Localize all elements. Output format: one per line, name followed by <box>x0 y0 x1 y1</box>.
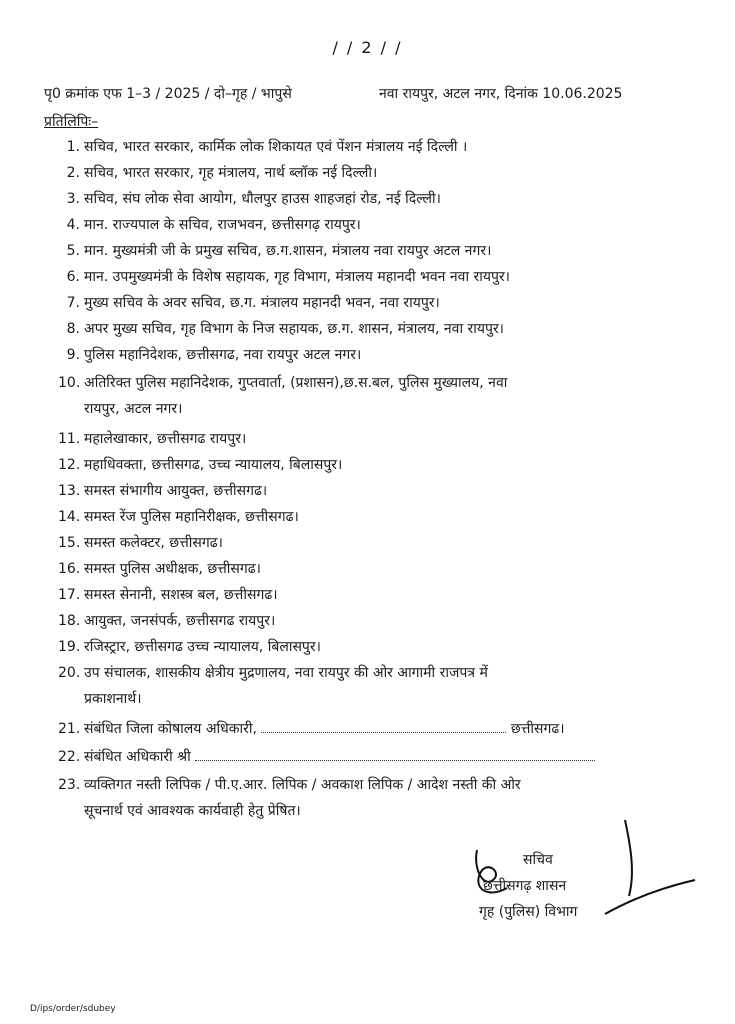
blank-fill-line <box>261 722 506 733</box>
signatory-government: छत्तीसगढ़ शासन <box>483 878 567 894</box>
item-number: 17. <box>58 587 81 603</box>
item-text-continued: रायपुर, अटल नगर। <box>84 401 183 417</box>
item-number: 1. <box>66 139 80 155</box>
item-text: सचिव, संघ लोक सेवा आयोग, धौलपुर हाउस शाहजहां रोड, नई दिल्ली। <box>84 191 441 207</box>
item-text: सचिव, भारत सरकार, गृह मंत्रालय, नार्थ ब्लॉक नई दिल्ली। <box>84 165 378 181</box>
item-text: समस्त कलेक्टर, छत्तीसगढ। <box>84 535 223 551</box>
item-text: आयुक्त, जनसंपर्क, छत्तीसगढ रायपुर। <box>84 613 276 629</box>
item-number: 4. <box>66 217 80 233</box>
item-number: 5. <box>66 243 80 259</box>
item-number: 11. <box>58 431 81 447</box>
item-number: 2. <box>66 165 80 181</box>
item-text: मान. मुख्यमंत्री जी के प्रमुख सचिव, छ.ग.शासन, मंत्रालय नवा रायपुर अटल नगर। <box>84 243 492 259</box>
item-number: 9. <box>66 347 80 363</box>
item-text: मान. उपमुख्यमंत्री के विशेष सहायक, गृह विभाग, मंत्रालय महानदी भवन नवा रायपुर। <box>84 269 510 285</box>
footer-file-path: D/ips/order/sdubey <box>30 1004 116 1014</box>
item-number: 22. <box>58 749 81 765</box>
item-text: महालेखाकार, छत्तीसगढ रायपुर। <box>84 431 247 447</box>
item-number: 10. <box>58 375 81 391</box>
item-text: महाधिवक्ता, छत्तीसगढ, उच्च न्यायालय, बिलासपुर। <box>84 457 343 473</box>
item-label: संबंधित अधिकारी श्री <box>84 749 191 765</box>
item-number: 23. <box>58 777 81 793</box>
item-text <box>84 718 679 740</box>
item-text: अतिरिक्त पुलिस महानिदेशक, गुप्तवार्ता, (प्रशासन),छ.स.बल, पुलिस मुख्यालय, नवा <box>84 375 508 391</box>
item-label: संबंधित जिला कोषालय अधिकारी, <box>84 721 257 737</box>
item-text: समस्त संभागीय आयुक्त, छत्तीसगढ। <box>84 483 268 499</box>
item-text: समस्त रेंज पुलिस महानिरीक्षक, छत्तीसगढ। <box>84 509 299 525</box>
item-number: 16. <box>58 561 81 577</box>
item-text-continued: सूचनार्थ एवं आवश्यक कार्यवाही हेतु प्रेषित। <box>84 803 301 819</box>
item-number: 13. <box>58 483 81 499</box>
page-number: / / 2 / / <box>332 38 403 57</box>
item-text: व्यक्तिगत नस्ती लिपिक / पी.ए.आर. लिपिक / अवकाश लिपिक / आदेश नस्ती की ओर <box>84 777 521 793</box>
signatory-title: सचिव <box>523 852 553 868</box>
item-text-continued: प्रकाशनार्थ। <box>84 691 142 707</box>
blank-fill-line <box>195 750 595 761</box>
item-number: 12. <box>58 457 81 473</box>
reference-number: पृ0 क्रमांक एफ 1–3 / 2025 / दो–गृह / भापुसे <box>44 86 292 102</box>
item-text: अपर मुख्य सचिव, गृह विभाग के निज सहायक, छ.ग. शासन, मंत्रालय, नवा रायपुर। <box>84 321 504 337</box>
place-and-date: नवा रायपुर, अटल नगर, दिनांक 10.06.2025 <box>379 86 623 102</box>
item-text: सचिव, भारत सरकार, कार्मिक लोक शिकायत एवं पेंशन मंत्रालय नई दिल्ली । <box>84 139 468 155</box>
item-number: 21. <box>58 721 81 737</box>
item-number: 18. <box>58 613 81 629</box>
item-text <box>84 746 679 768</box>
item-text: समस्त पुलिस अधीक्षक, छत्तीसगढ। <box>84 561 261 577</box>
item-text: समस्त सेनानी, सशस्त्र बल, छत्तीसगढ। <box>84 587 278 603</box>
item-text: रजिस्ट्रार, छत्तीसगढ उच्च न्यायालय, बिलासपुर। <box>84 639 321 655</box>
item-text: उप संचालक, शासकीय क्षेत्रीय मुद्रणालय, नवा रायपुर की ओर आगामी राजपत्र में <box>84 665 488 681</box>
item-text: पुलिस महानिदेशक, छत्तीसगढ, नवा रायपुर अटल नगर। <box>84 347 362 363</box>
item-number: 15. <box>58 535 81 551</box>
item-number: 14. <box>58 509 81 525</box>
item-number: 8. <box>66 321 80 337</box>
item-number: 3. <box>66 191 80 207</box>
cc-heading: प्रतिलिपिः– <box>44 114 99 130</box>
item-text: मान. राज्यपाल के सचिव, राजभवन, छत्तीसगढ़ रायपुर। <box>84 217 361 233</box>
item-number: 7. <box>66 295 80 311</box>
signatory-department: गृह (पुलिस) विभाग <box>479 904 578 920</box>
item-number: 6. <box>66 269 80 285</box>
item-number: 19. <box>58 639 81 655</box>
item-number: 20. <box>58 665 81 681</box>
item-text: मुख्य सचिव के अवर सचिव, छ.ग. मंत्रालय महानदी भवन, नवा रायपुर। <box>84 295 440 311</box>
item-suffix: छत्तीसगढ। <box>510 721 565 737</box>
